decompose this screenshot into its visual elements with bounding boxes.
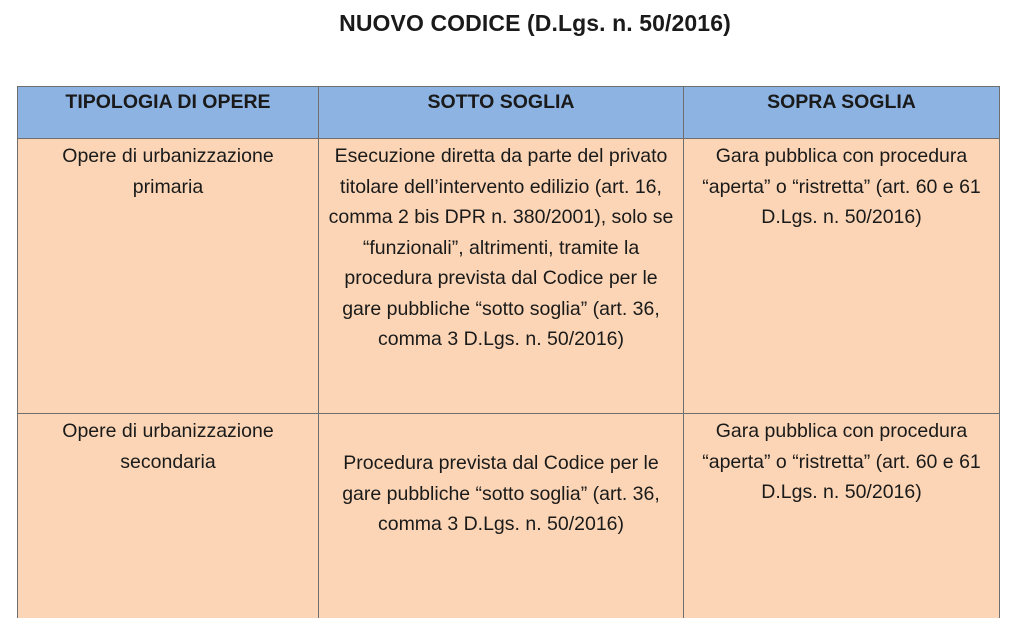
cell-tipologia: Opere di urbanizzazione secondaria bbox=[18, 414, 319, 618]
cell-sotto-soglia: Esecuzione diretta da parte del privato titolare dell’intervento edilizio (art. 16, comma 2 bis DPR n. 380/2001), solo se “funzionali”, altrimenti, tramite la procedura prevista dal Codice per le gare pubbliche “sotto soglia” (art. 36, comma 3 D.Lgs. n. 50/2016) bbox=[319, 139, 684, 414]
table-row bbox=[18, 139, 1000, 414]
cell-sopra-soglia: Gara pubblica con procedura “aperta” o “ristretta” (art. 60 e 61 D.Lgs. n. 50/2016) bbox=[684, 139, 1000, 414]
table-header-row bbox=[18, 87, 1000, 139]
header-sopra-soglia: SOPRA SOGLIA bbox=[684, 87, 1000, 139]
header-tipologia: TIPOLOGIA DI OPERE bbox=[18, 87, 319, 139]
table-row bbox=[18, 414, 1000, 618]
document-title: NUOVO CODICE (D.Lgs. n. 50/2016) bbox=[0, 8, 1024, 38]
header-sotto-soglia: SOTTO SOGLIA bbox=[319, 87, 684, 139]
comparison-table bbox=[17, 86, 1000, 618]
cell-sopra-soglia: Gara pubblica con procedura “aperta” o “ristretta” (art. 60 e 61 D.Lgs. n. 50/2016) bbox=[684, 414, 1000, 618]
cell-sotto-soglia: Procedura prevista dal Codice per le gare pubbliche “sotto soglia” (art. 36, comma 3 D.Lgs. n. 50/2016) bbox=[319, 414, 684, 618]
cell-tipologia: Opere di urbanizzazione primaria bbox=[18, 139, 319, 414]
